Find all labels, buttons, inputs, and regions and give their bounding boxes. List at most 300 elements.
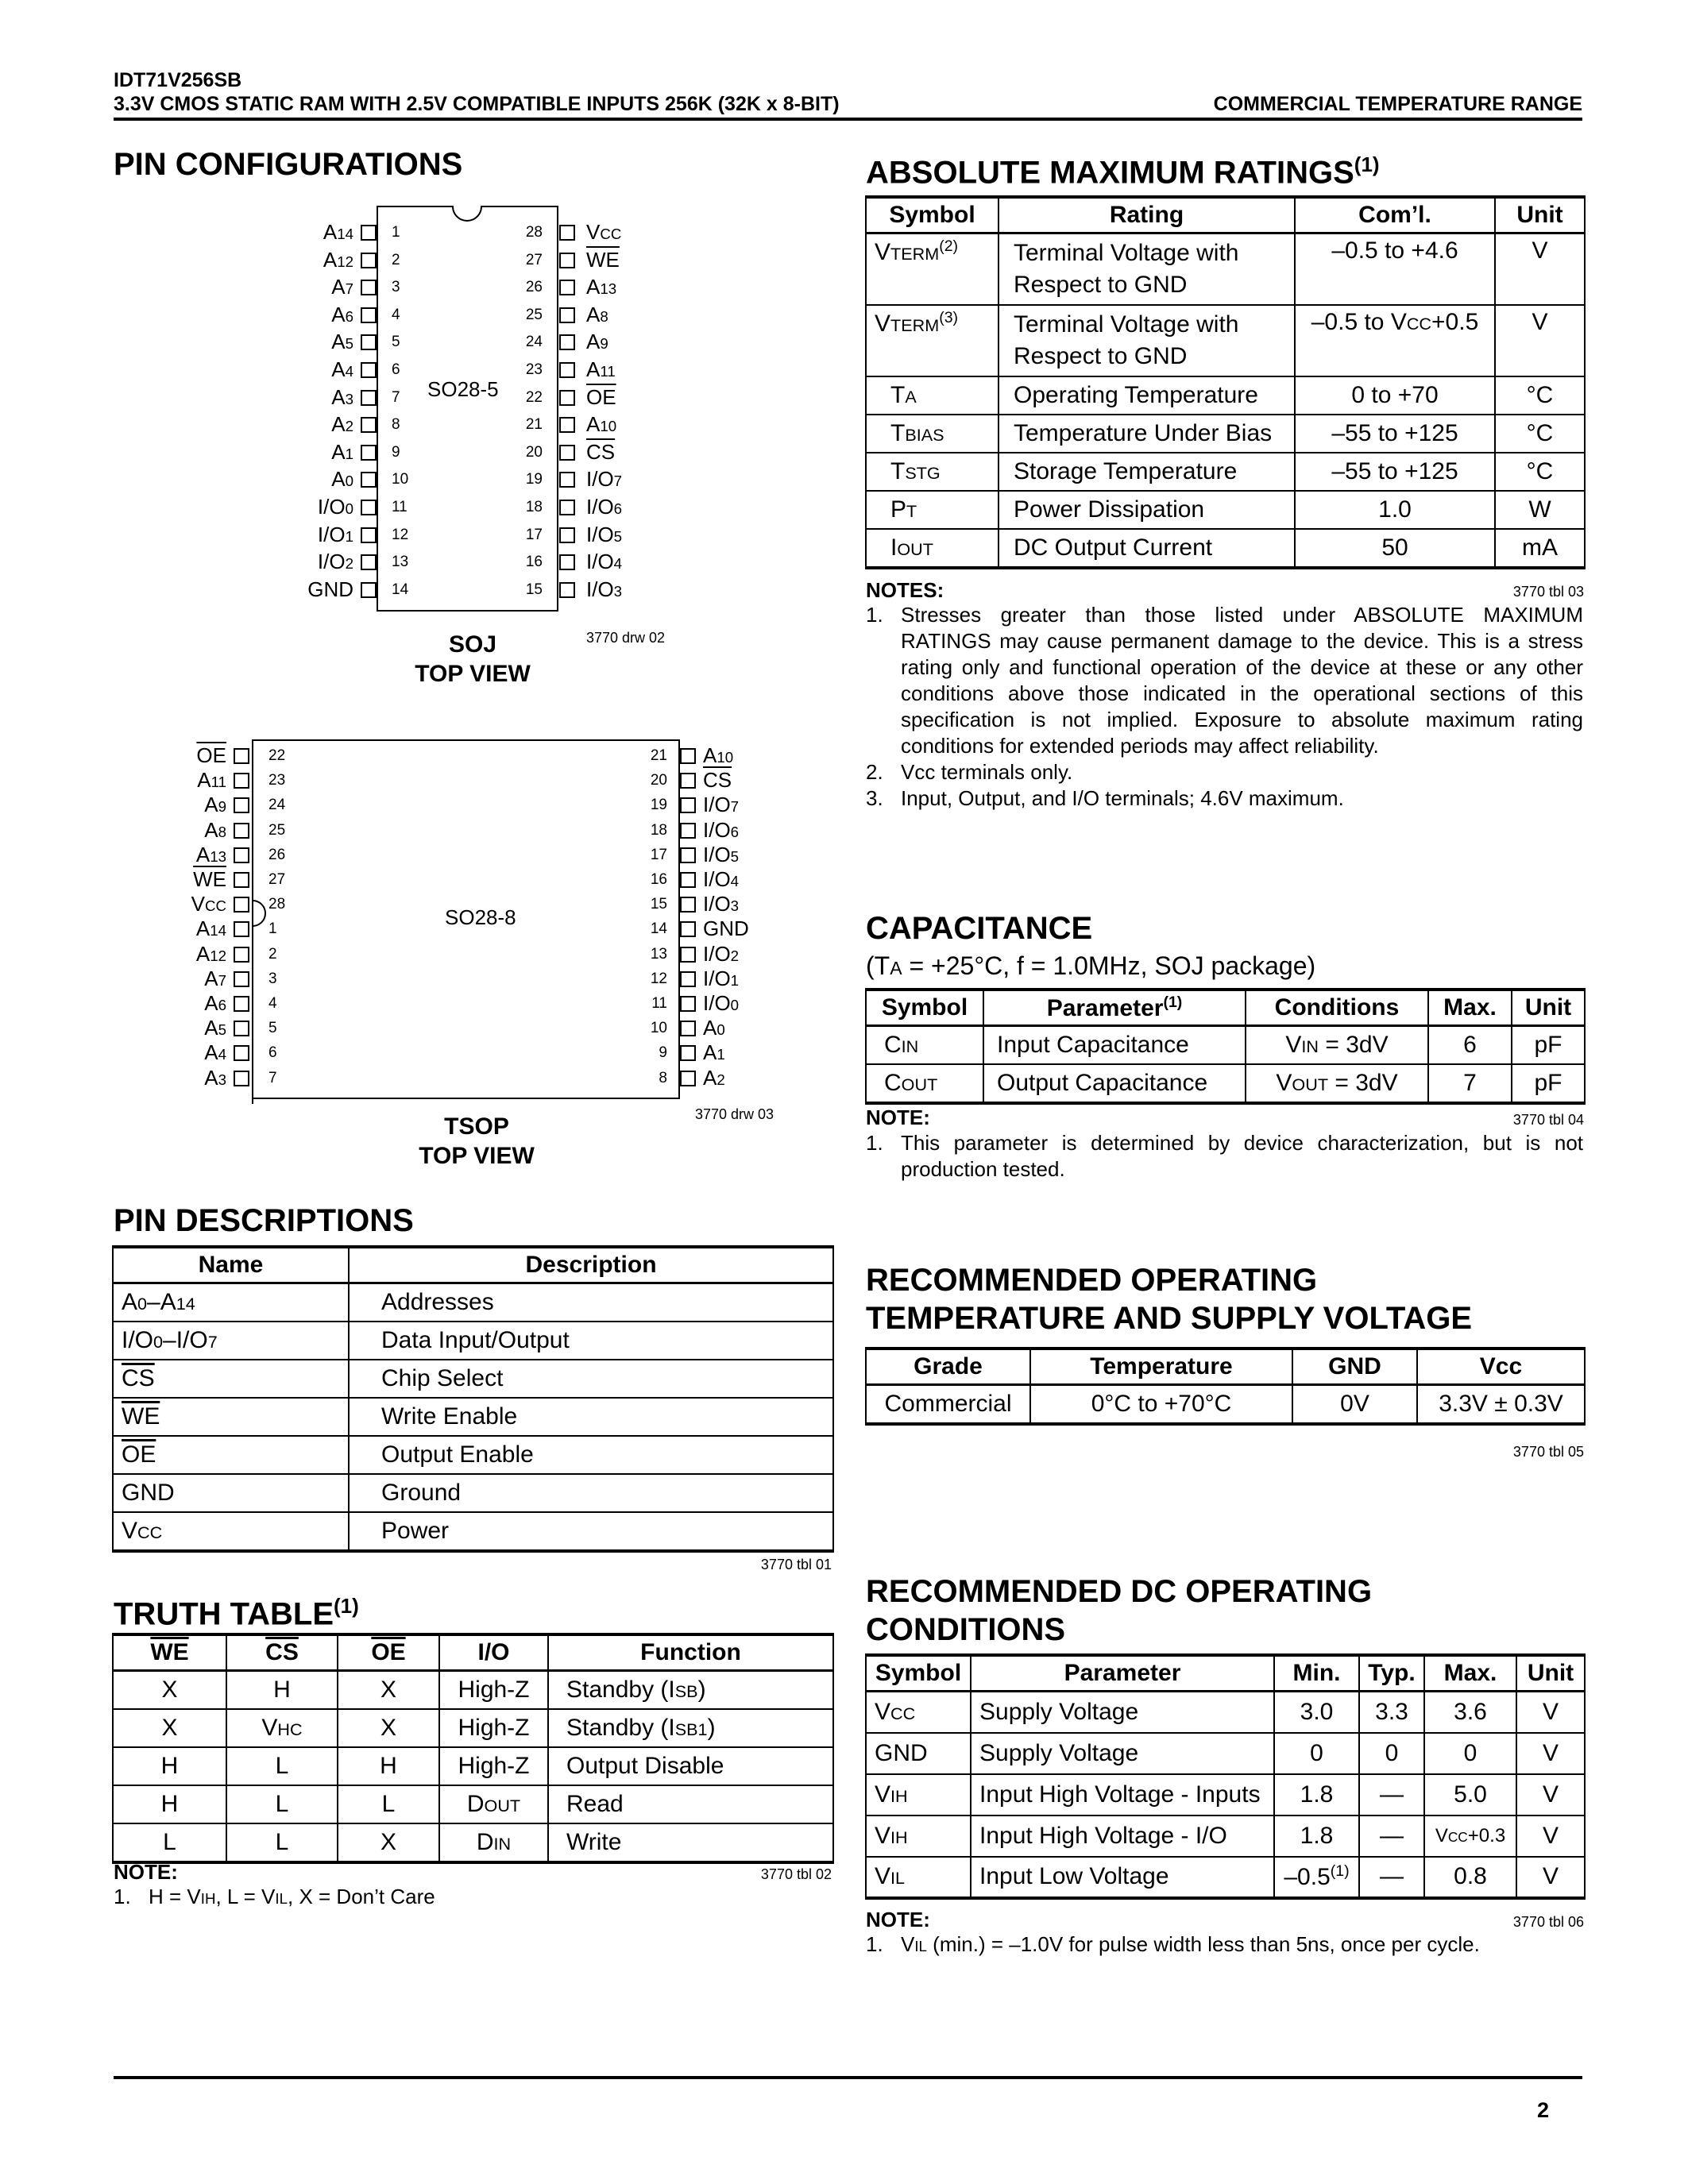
pin-number: 28 [268, 896, 286, 913]
pin-pad [361, 253, 377, 268]
table-header-row [113, 1634, 833, 1671]
oe-cell: X [338, 1709, 439, 1747]
soj-drawing-ref: 3770 drw 02 [586, 630, 666, 646]
table-header-row [866, 1349, 1585, 1385]
note-item: 3. Input, Output, and I/O terminals; 4.6V maximum. [866, 785, 1583, 812]
pin-pad [559, 280, 575, 295]
rating-line: Respect to GND [1014, 342, 1188, 369]
pin-label: A12 [195, 941, 226, 966]
pin-number: 14 [392, 581, 409, 598]
function-cell: Write [548, 1823, 833, 1862]
pin-label: A5 [204, 1016, 226, 1040]
rec-dc-notes [866, 1931, 1583, 1959]
pin-number: 16 [525, 554, 543, 571]
symbol-cell: VCC [866, 1692, 971, 1733]
unit-cell: pF [1512, 1064, 1585, 1103]
rating-cell: Operating Temperature [999, 376, 1295, 415]
page-subtitle: 3.3V CMOS STATIC RAM WITH 2.5V COMPATIBLE INPUTS 256K (32K x 8-BIT) [114, 93, 840, 115]
pin-number: 14 [650, 920, 667, 938]
pin-number: 23 [268, 772, 286, 789]
pin-desc-cell: Write Enable [349, 1398, 833, 1436]
pin-label: I/O3 [586, 577, 623, 601]
unit-cell: mA [1495, 529, 1585, 568]
we-cell: H [113, 1785, 226, 1823]
symbol-cell: VIH [866, 1774, 971, 1815]
pin-number: 26 [525, 279, 543, 296]
pin-pad [234, 797, 249, 813]
pin-number: 2 [268, 945, 277, 963]
rec-temp-ref: 3770 tbl 05 [1512, 1444, 1584, 1460]
part-number: IDT71V256SB [114, 69, 242, 91]
pin-pad [234, 971, 249, 987]
pin-pad [234, 1021, 249, 1036]
cs-cell: L [226, 1747, 338, 1785]
pin-desc-cell: Data Input/Output [349, 1322, 833, 1360]
pin-label: A14 [323, 220, 353, 244]
pin-number: 9 [392, 443, 400, 461]
note-text: This parameter is determined by device characterization, but is not production tested. [901, 1131, 1583, 1181]
truth-table-ref: 3770 tbl 02 [760, 1866, 832, 1882]
pin-label: I/O3 [703, 892, 740, 916]
pin-number: 19 [525, 471, 543, 488]
table-row [866, 1385, 1585, 1425]
io-cell: High-Z [439, 1709, 548, 1747]
pin-pad [680, 1045, 696, 1061]
min-cell: 1.8 [1274, 1815, 1359, 1857]
tsop-view-line-1: TSOP [444, 1113, 509, 1140]
value-cell: 50 [1295, 529, 1495, 568]
abs-max-title [866, 145, 1380, 191]
tsop-view-line-2: TOP VIEW [419, 1143, 535, 1169]
pin-number: 11 [651, 995, 667, 1012]
table-header-row [113, 1247, 833, 1283]
pin-name-cell: GND [113, 1474, 349, 1512]
pin-pad [680, 847, 696, 863]
table-row [866, 305, 1585, 376]
rating-cell: Power Dissipation [999, 491, 1295, 529]
typ-cell: — [1359, 1774, 1424, 1815]
column-header-coml: Com’l. [1295, 197, 1495, 233]
pin-label: A8 [204, 817, 226, 842]
symbol-cell: CIN [866, 1026, 983, 1065]
pin-desc-cell: Output Enable [349, 1436, 833, 1474]
column-header-min: Min. [1274, 1655, 1359, 1692]
soj-diagram [294, 204, 691, 633]
pin-pad [680, 996, 696, 1012]
note-item: 1. Stresses greater than those listed under ABSOLUTE MAXIMUM RATINGS may cause permanent damage to the device. This is a stress rating only and functional operation of the device at these or any other conditions above those indicated in the operational sections of this specification is not implied. Exposure to absolute maximum rating conditions for extended periods may affect reliability. [866, 603, 1583, 758]
max-cell: 6 [1428, 1026, 1512, 1065]
truth-table-title [114, 1587, 359, 1633]
rating-cell: Temperature Under Bias [999, 415, 1295, 453]
table-row [113, 1474, 833, 1512]
pin-number: 21 [525, 416, 543, 434]
value-cell: –55 to +125 [1295, 453, 1495, 491]
pin-number: 16 [650, 871, 667, 888]
truth-table [112, 1633, 834, 1864]
truth-table-notes [114, 1884, 832, 1912]
pin-number: 26 [268, 846, 286, 863]
unit-cell: V [1516, 1815, 1585, 1857]
pin-label: I/O5 [703, 842, 740, 866]
rec-dc-ref: 3770 tbl 06 [1512, 1914, 1584, 1930]
pin-label: GND [307, 577, 353, 601]
unit-cell: V [1495, 233, 1585, 305]
rec-temp-table [865, 1347, 1586, 1426]
pin-pad [680, 947, 696, 963]
pin-number: 3 [392, 279, 400, 296]
pin-desc-cell: Ground [349, 1474, 833, 1512]
pin-number: 8 [659, 1069, 667, 1086]
pin-pad [361, 280, 377, 295]
oe-cell: X [338, 1823, 439, 1862]
parameter-cell: Input High Voltage - I/O [971, 1815, 1274, 1857]
symbol-cell: VTERM$^{(2)}$ [866, 233, 999, 305]
pin-label: A1 [703, 1040, 725, 1065]
pin-number: 4 [268, 995, 277, 1012]
table-row [113, 1436, 833, 1474]
note-item: 1. H = VIH, L = VIL, X = Don’t Care [114, 1884, 832, 1912]
rec-dc-title-line-1: RECOMMENDED DC OPERATING [866, 1574, 1373, 1609]
abs-max-title-note: (1) [1354, 152, 1380, 176]
pin-label: A2 [331, 412, 353, 437]
oe-cell: H [338, 1747, 439, 1785]
abs-max-title-text: ABSOLUTE MAXIMUM RATINGS [866, 155, 1354, 191]
pin-number: 10 [650, 1020, 667, 1037]
pin-label: I/O2 [317, 550, 353, 574]
pin-label: A6 [204, 991, 226, 1015]
pin-label: A10 [586, 412, 617, 437]
we-cell: L [113, 1823, 226, 1862]
rating-line: Respect to GND [1014, 271, 1188, 298]
unit-cell: V [1516, 1692, 1585, 1733]
pin-number: 24 [525, 334, 543, 351]
value-cell: 0 to +70 [1295, 376, 1495, 415]
tsop-drawing-ref: 3770 drw 03 [695, 1106, 774, 1122]
pin-label: A9 [204, 793, 226, 817]
min-cell: 0 [1274, 1733, 1359, 1774]
tsop-view-label [357, 1112, 596, 1171]
column-header-parameter: Parameter [971, 1655, 1274, 1692]
pin-label: I/O7 [703, 793, 740, 817]
min-cell: 1.8 [1274, 1774, 1359, 1815]
pin-number: 9 [659, 1044, 667, 1062]
rec-dc-title [866, 1572, 1372, 1649]
pin-pad [559, 417, 575, 433]
pin-number: 15 [525, 581, 543, 598]
pin-number: 7 [268, 1069, 277, 1086]
pin-pad [234, 847, 249, 863]
column-header-symbol: Symbol [866, 197, 999, 233]
pin-number: 18 [525, 499, 543, 515]
pin-label: I/O0 [317, 495, 353, 519]
pin-pad [559, 307, 575, 323]
pin-pad [559, 362, 575, 378]
pin-pad [234, 996, 249, 1012]
oe-cell: X [338, 1671, 439, 1710]
pin-label: I/O4 [703, 867, 740, 891]
pin-label: GND [703, 916, 749, 941]
symbol-cell: COUT [866, 1064, 983, 1103]
max-cell: 0 [1424, 1733, 1516, 1774]
table-row [866, 1857, 1585, 1898]
symbol-cell: VIL [866, 1857, 971, 1898]
pin-label: A7 [204, 966, 226, 990]
pin-pad [234, 1045, 249, 1061]
we-cell: X [113, 1709, 226, 1747]
note-item: 1. VIL (min.) = –1.0V for pulse width less than 5ns, once per cycle. [866, 1931, 1583, 1959]
table-row [866, 1064, 1585, 1103]
rating-cell: DC Output Current [999, 529, 1295, 568]
pin-label: A8 [586, 302, 608, 326]
table-header-row [866, 990, 1585, 1026]
table-row [866, 1692, 1585, 1733]
symbol-cell: TSTG [866, 453, 999, 491]
pin-descriptions-table [112, 1245, 834, 1553]
temperature-range: COMMERCIAL TEMPERATURE RANGE [1213, 93, 1582, 115]
abs-max-notes [866, 602, 1583, 812]
pin-pad [559, 472, 575, 488]
table-row [113, 1322, 833, 1360]
pin-number: 5 [268, 1020, 277, 1037]
pin-label: VCC [191, 892, 226, 916]
table-row [866, 376, 1585, 415]
pin-number: 20 [650, 772, 667, 789]
column-header-unit: Unit [1512, 990, 1585, 1026]
table-row [113, 1360, 833, 1398]
min-cell: 3.0 [1274, 1692, 1359, 1733]
pin-label: VCC [586, 220, 622, 244]
max-cell: VCC+0.3 [1424, 1815, 1516, 1857]
pin-label: A7 [331, 275, 353, 299]
cs-cell: L [226, 1823, 338, 1862]
parameter-cell: Supply Voltage [971, 1733, 1274, 1774]
pin-label: A11 [586, 357, 616, 381]
pin-pad [234, 773, 249, 789]
rec-temp-title-line-2: TEMPERATURE AND SUPPLY VOLTAGE [866, 1301, 1473, 1336]
note-item: 1. This parameter is determined by device characterization, but is not production tested. [866, 1131, 1583, 1181]
cs-cell: H [226, 1671, 338, 1710]
table-header-row [866, 197, 1585, 233]
pin-name-cell: $\overline{WE}$ [113, 1398, 349, 1436]
pin-label: I/O0 [703, 991, 740, 1015]
parameter-cell: Input High Voltage - Inputs [971, 1774, 1274, 1815]
column-header-we: $\overline{WE}$ [113, 1634, 226, 1671]
max-cell: 7 [1428, 1064, 1512, 1103]
symbol-cell: TBIAS [866, 415, 999, 453]
rating-line: Terminal Voltage with [1014, 239, 1239, 266]
pin-number: 13 [650, 945, 667, 963]
pin-label: I/O1 [703, 966, 740, 990]
io-cell: High-Z [439, 1747, 548, 1785]
symbol-cell: GND [866, 1733, 971, 1774]
we-cell: H [113, 1747, 226, 1785]
pin-label: I/O4 [586, 550, 623, 574]
pin-label: A2 [703, 1065, 725, 1090]
capacitance-notes [866, 1130, 1583, 1183]
truth-table-title-text: TRUTH TABLE [114, 1596, 334, 1632]
typ-cell: — [1359, 1857, 1424, 1898]
value-cell: –0.5 to +4.6 [1295, 233, 1495, 305]
pin-name-cell: $\overline{CS}$ [113, 1360, 349, 1398]
pin-label: I/O6 [586, 495, 623, 519]
soj-view-line-1: SOJ [448, 631, 497, 658]
pin-number: 13 [392, 554, 409, 571]
table-row [113, 1398, 833, 1436]
value-cell: 1.0 [1295, 491, 1495, 529]
parameter-cell: Output Capacitance [983, 1064, 1246, 1103]
pin-pad [234, 823, 249, 839]
unit-cell: V [1516, 1857, 1585, 1898]
pin-number: 6 [392, 361, 400, 378]
pin-number: 22 [525, 388, 543, 406]
abs-max-notes-label: NOTES: [866, 578, 944, 602]
pin-pad [361, 527, 377, 543]
pin-label: I/O5 [586, 522, 623, 546]
column-header-typ: Typ. [1359, 1655, 1424, 1692]
column-header-unit: Unit [1495, 197, 1585, 233]
pin-pad [559, 554, 575, 570]
unit-cell: W [1495, 491, 1585, 529]
pin-number: 22 [268, 747, 286, 764]
pin-number: 7 [392, 388, 400, 406]
pin-number: 12 [650, 970, 667, 987]
value-cell: –55 to +125 [1295, 415, 1495, 453]
rec-temp-title [866, 1261, 1472, 1337]
symbol-cell: VIH [866, 1815, 971, 1857]
pin-pad [559, 225, 575, 241]
soj-outline [294, 204, 691, 633]
rec-temp-title-line-1: RECOMMENDED OPERATING [866, 1263, 1318, 1298]
pin-name-cell: VCC [113, 1512, 349, 1551]
table-row [866, 1815, 1585, 1857]
pin-label: A9 [586, 330, 608, 354]
oe-cell: L [338, 1785, 439, 1823]
table-row [866, 529, 1585, 568]
temperature-cell: 0°C to +70°C [1030, 1385, 1292, 1425]
function-cell: Standby (ISB) [548, 1671, 833, 1710]
function-cell: Read [548, 1785, 833, 1823]
note-text: Stresses greater than those listed under ABSOLUTE MAXIMUM RATINGS may cause permanent damage to the device. This is a stress rating only and functional operation of the device at these or any other conditions above those indicated in the operational sections of this specification is not implied. Exposure to absolute maximum rating conditions for extended periods may affect reliability. [901, 603, 1583, 758]
pin-pad [361, 472, 377, 488]
truth-table-note-label: NOTE: [114, 1860, 178, 1884]
column-header-io: I/O [439, 1634, 548, 1671]
footer-rule [114, 2076, 1582, 2079]
pin-pad [680, 797, 696, 813]
pin-number: 21 [650, 747, 667, 764]
pin-label: A13 [195, 842, 226, 866]
pin-number: 1 [392, 224, 400, 241]
column-header-conditions: Conditions [1246, 990, 1428, 1026]
min-cell: –0.5$^{(1)}$ [1274, 1857, 1359, 1898]
conditions-cell: VIN = 3dV [1246, 1026, 1428, 1065]
pin-pad [361, 334, 377, 350]
pin-label: A13 [586, 275, 617, 299]
cs-cell: L [226, 1785, 338, 1823]
pin-pad [361, 445, 377, 461]
pin-label: $\overline{CS}$ [586, 439, 616, 464]
pin-label: $\overline{WE}$ [586, 247, 620, 272]
pin-number: 25 [268, 821, 286, 839]
pin-pad [361, 417, 377, 433]
pin-pad [234, 872, 249, 888]
typ-cell: 3.3 [1359, 1692, 1424, 1733]
column-header-oe: $\overline{OE}$ [338, 1634, 439, 1671]
table-row [866, 1026, 1585, 1065]
pin-label: A6 [331, 302, 353, 326]
pin-desc-cell: Chip Select [349, 1360, 833, 1398]
pin-pad [361, 362, 377, 378]
conditions-cell: VOUT = 3dV [1246, 1064, 1428, 1103]
unit-cell: V [1495, 305, 1585, 376]
pin-pad [559, 445, 575, 461]
unit-cell: V [1516, 1774, 1585, 1815]
unit-cell: °C [1495, 415, 1585, 453]
pin-label: A10 [703, 743, 734, 767]
column-header-symbol: Symbol [866, 990, 983, 1026]
table-header-row [866, 1655, 1585, 1692]
symbol-cell: VTERM$^{(3)}$ [866, 305, 999, 376]
pin-number: 19 [650, 797, 667, 814]
table-row [113, 1671, 833, 1710]
pin-desc-cell: Addresses [349, 1283, 833, 1322]
capacitance-table [865, 988, 1586, 1105]
pin-label: A3 [331, 384, 353, 409]
soj-package-label: SO28-5 [427, 377, 499, 401]
truth-table-title-note: (1) [334, 1594, 359, 1618]
pin-pad [680, 971, 696, 987]
pin-pad [361, 390, 377, 406]
typ-cell: — [1359, 1815, 1424, 1857]
pin-number: 17 [650, 846, 667, 863]
table-row [866, 233, 1585, 305]
capacitance-title: CAPACITANCE [866, 911, 1093, 946]
pin-number: 27 [268, 871, 286, 888]
pin-number: 11 [392, 499, 408, 515]
pin-pad [361, 225, 377, 241]
rec-dc-title-line-2: CONDITIONS [866, 1612, 1066, 1647]
pin-label: A12 [323, 247, 353, 272]
unit-cell: pF [1512, 1026, 1585, 1065]
note-item: 2. Vcc terminals only. [866, 759, 1583, 785]
capacitance-note-label: NOTE: [866, 1106, 930, 1129]
gnd-cell: 0V [1292, 1385, 1417, 1425]
value-cell: –0.5 to VCC+0.5 [1295, 305, 1495, 376]
column-header-symbol: Symbol [866, 1655, 971, 1692]
rec-dc-note-label: NOTE: [866, 1908, 930, 1931]
table-row [866, 491, 1585, 529]
pin-number: 12 [392, 526, 409, 543]
rating-cell: Storage Temperature [999, 453, 1295, 491]
column-header-temperature: Temperature [1030, 1349, 1292, 1385]
note-text: Vcc terminals only. [901, 760, 1073, 784]
pin-number: 28 [525, 224, 543, 241]
pin-pad [680, 872, 696, 888]
soj-view-label [353, 630, 592, 689]
column-header-rating: Rating [999, 197, 1295, 233]
pin-number: 1 [268, 920, 277, 938]
pin-name-cell: I/O0–I/O7 [113, 1322, 349, 1360]
table-row [113, 1709, 833, 1747]
pin-descriptions-title: PIN DESCRIPTIONS [114, 1203, 414, 1238]
pin-pad [680, 1021, 696, 1036]
pin-label: A1 [331, 439, 353, 464]
pin-label: I/O2 [703, 941, 740, 966]
unit-cell: V [1516, 1733, 1585, 1774]
pin-pad [559, 500, 575, 515]
vcc-cell: 3.3V ± 0.3V [1417, 1385, 1585, 1425]
column-header-vcc: Vcc [1417, 1349, 1585, 1385]
pin-pad [680, 823, 696, 839]
